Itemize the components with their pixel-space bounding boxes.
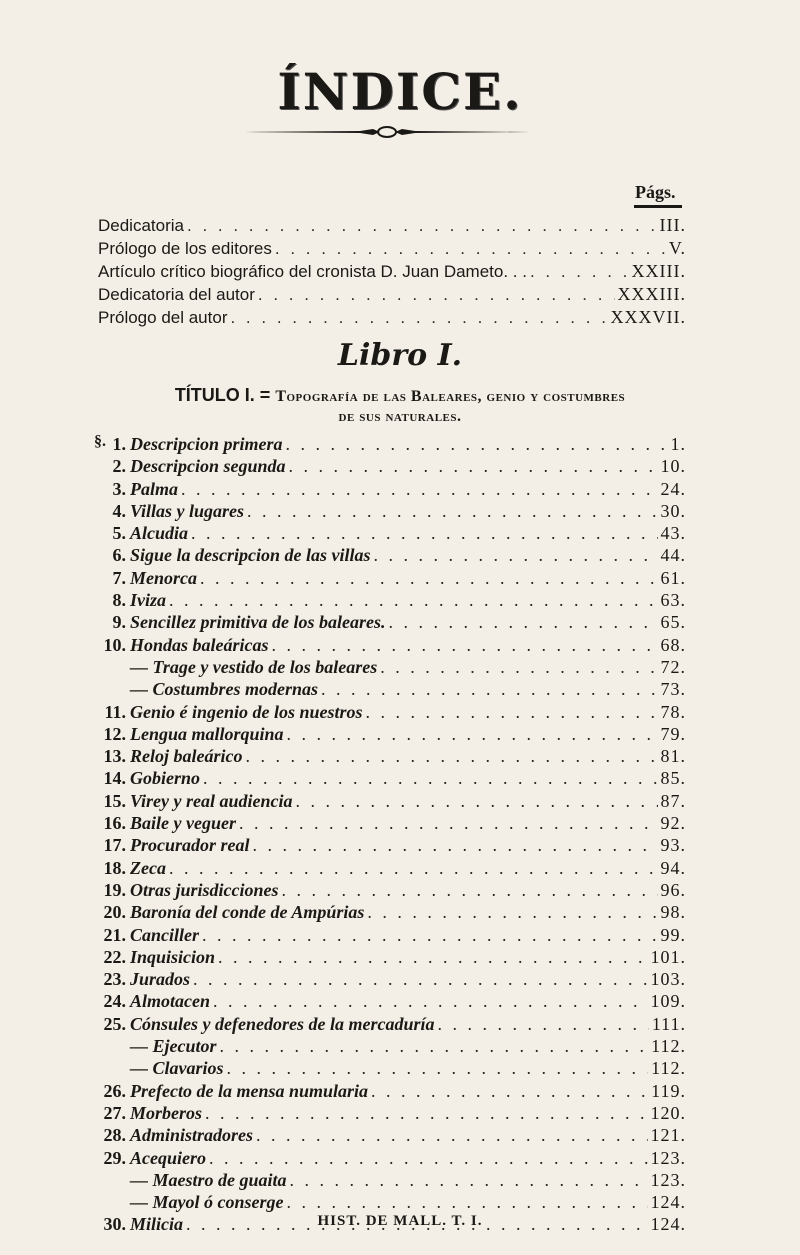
leader-dots xyxy=(286,1191,647,1213)
list-item xyxy=(96,812,686,834)
leader-dots xyxy=(290,1169,648,1191)
list-item xyxy=(96,767,686,789)
section-number: 4. xyxy=(112,500,126,521)
section-title: Iviza xyxy=(130,590,166,611)
list-item xyxy=(98,237,686,260)
section-number: 14. xyxy=(103,768,126,789)
section-title: Canciller xyxy=(130,924,200,945)
leader-dots xyxy=(374,544,658,566)
section-title: Morberos xyxy=(130,1102,203,1123)
section-title: Almotacen xyxy=(130,991,210,1012)
leader-dots xyxy=(256,1124,647,1146)
leader-dots xyxy=(286,433,668,455)
section-mark: §. xyxy=(94,433,106,450)
list-item xyxy=(96,745,686,767)
entry-page: III. xyxy=(659,215,686,235)
pages-column-header: Págs. xyxy=(635,182,676,202)
section-number: 24. xyxy=(103,991,126,1012)
section-title: Villas y lugares xyxy=(130,500,245,521)
list-item xyxy=(96,1013,686,1035)
leader-dots xyxy=(295,790,657,812)
leader-dots xyxy=(187,215,657,237)
list-item xyxy=(96,924,686,946)
section-title: — Ejecutor xyxy=(130,1036,217,1057)
section-page: 1. xyxy=(670,434,686,454)
list-item xyxy=(96,1169,686,1191)
section-number: 11. xyxy=(104,701,126,722)
section-number: 28. xyxy=(103,1125,126,1146)
list-item xyxy=(98,283,686,306)
list-item xyxy=(96,678,686,700)
section-title: Jurados xyxy=(130,969,191,990)
list-item xyxy=(96,611,686,633)
section-page: 61. xyxy=(660,567,686,588)
list-item xyxy=(98,306,686,329)
section-title: Sencillez primitiva de los baleares. xyxy=(130,612,386,633)
entry-page: XXXVII. xyxy=(610,307,686,327)
leader-dots xyxy=(200,567,658,589)
list-item xyxy=(96,701,686,723)
leader-dots xyxy=(220,1035,649,1057)
section-page: 81. xyxy=(660,746,686,767)
title-ornament xyxy=(245,124,530,140)
leader-dots xyxy=(230,307,607,329)
leader-dots xyxy=(287,723,658,745)
list-item xyxy=(96,522,686,544)
entry-label: Dedicatoria del autor xyxy=(98,285,255,304)
section-number: 16. xyxy=(103,813,126,834)
section-title: — Mayol ó conserge xyxy=(130,1192,284,1213)
section-number: 21. xyxy=(103,924,126,945)
section-number: 1. xyxy=(112,434,126,454)
section-number: 23. xyxy=(103,969,126,990)
section-title: Acequiero xyxy=(130,1147,206,1168)
section-title: Descripcion segunda xyxy=(130,456,286,477)
section-page: 121. xyxy=(650,1125,686,1146)
list-item xyxy=(96,1124,686,1146)
section-title: Gobierno xyxy=(130,768,201,789)
section-title: Procurador real xyxy=(130,835,250,856)
list-item xyxy=(96,834,686,856)
section-number: 9. xyxy=(112,612,126,633)
section-number: 29. xyxy=(103,1147,126,1168)
section-title: Palma xyxy=(130,478,178,499)
section-page: 120. xyxy=(650,1102,686,1123)
leader-dots xyxy=(218,946,647,968)
list-item xyxy=(98,214,686,237)
list-item xyxy=(96,1191,686,1213)
list-item xyxy=(96,1080,686,1102)
leader-dots xyxy=(380,656,657,678)
list-item xyxy=(96,455,686,477)
list-item xyxy=(96,478,686,500)
section-number: 5. xyxy=(112,523,126,544)
section-page: 85. xyxy=(660,768,686,789)
leader-dots xyxy=(169,857,658,879)
section-title: Baile y veguer xyxy=(130,813,236,834)
leader-dots xyxy=(209,1147,648,1169)
section-title: Lengua mallorquina xyxy=(130,723,284,744)
section-number: 20. xyxy=(103,902,126,923)
leader-dots xyxy=(193,968,647,990)
leader-dots xyxy=(388,611,657,633)
leader-dots xyxy=(205,1102,647,1124)
section-page: 68. xyxy=(660,634,686,655)
list-item xyxy=(96,1057,686,1079)
list-item xyxy=(96,634,686,656)
section-title: Cónsules y defenedores de la mercaduría xyxy=(130,1013,435,1034)
list-item xyxy=(96,544,686,566)
section-title: — Trage y vestido de los baleares xyxy=(130,656,378,677)
section-title: Genio é ingenio de los nuestros xyxy=(130,701,363,722)
leader-dots xyxy=(247,500,657,522)
section-page: 78. xyxy=(660,701,686,722)
front-matter-list xyxy=(98,214,686,329)
leader-dots xyxy=(253,834,658,856)
section-page: 94. xyxy=(660,857,686,878)
section-title: Inquisicion xyxy=(130,946,216,967)
section-page: 124. xyxy=(650,1214,686,1235)
leader-dots xyxy=(289,455,658,477)
section-title: Milicia xyxy=(130,1214,183,1235)
section-number: 12. xyxy=(103,723,126,744)
leader-dots xyxy=(239,812,658,834)
section-page: 30. xyxy=(660,500,686,521)
section-page: 72. xyxy=(660,656,686,677)
title-heading xyxy=(70,385,730,427)
section-page: 10. xyxy=(660,456,686,477)
leader-dots xyxy=(169,589,658,611)
section-page: 109. xyxy=(650,991,686,1012)
section-number: 8. xyxy=(112,590,126,611)
leader-dots xyxy=(245,745,657,767)
section-page: 96. xyxy=(660,879,686,900)
section-number: 27. xyxy=(103,1102,126,1123)
leader-dots xyxy=(321,678,657,700)
section-number: 13. xyxy=(103,746,126,767)
list-item xyxy=(96,589,686,611)
section-number: 25. xyxy=(103,1013,126,1034)
section-title: Reloj baleárico xyxy=(130,746,243,767)
section-number: 18. xyxy=(103,857,126,878)
section-page: 112. xyxy=(651,1036,686,1057)
section-page: 79. xyxy=(660,723,686,744)
leader-dots xyxy=(530,261,629,283)
section-page: 63. xyxy=(660,590,686,611)
section-title: Baronía del conde de Ampúrias xyxy=(130,902,365,923)
section-number: 15. xyxy=(103,790,126,811)
section-page: 99. xyxy=(660,924,686,945)
section-title: Zeca xyxy=(130,857,166,878)
entry-label: Artículo crítico biográfico del cronista D. Juan Dameto. . . xyxy=(98,262,527,281)
section-page: 93. xyxy=(660,835,686,856)
leader-dots xyxy=(272,634,658,656)
list-item xyxy=(96,879,686,901)
section-number: 3. xyxy=(112,478,126,499)
leader-dots xyxy=(202,924,657,946)
section-title: Menorca xyxy=(130,567,197,588)
leader-dots xyxy=(191,522,657,544)
section-number: 26. xyxy=(103,1080,126,1101)
section-title: Administradores xyxy=(130,1125,254,1146)
leader-dots xyxy=(367,901,657,923)
list-item xyxy=(96,656,686,678)
section-page: 124. xyxy=(650,1192,686,1213)
list-item xyxy=(96,857,686,879)
leader-dots xyxy=(366,701,658,723)
leader-dots xyxy=(203,767,657,789)
section-number: 17. xyxy=(103,835,126,856)
section-number: 10. xyxy=(103,634,126,655)
sections-list xyxy=(96,433,686,1236)
title-prefix: TÍTULO I. = xyxy=(174,385,276,405)
section-title: — Costumbres modernas xyxy=(130,679,319,700)
section-title: Prefecto de la mensa numularia xyxy=(130,1080,368,1101)
entry-label: Prólogo del autor xyxy=(98,308,228,327)
section-title: Otras jurisdicciones xyxy=(130,879,279,900)
list-item xyxy=(96,500,686,522)
section-page: 123. xyxy=(650,1169,686,1190)
section-page: 98. xyxy=(660,902,686,923)
list-item xyxy=(96,901,686,923)
entry-label: Prólogo de los editores xyxy=(98,239,272,258)
section-page: 112. xyxy=(651,1058,686,1079)
list-item xyxy=(96,1035,686,1057)
section-page: 103. xyxy=(650,969,686,990)
list-item xyxy=(96,1147,686,1169)
list-item xyxy=(96,1102,686,1124)
section-title: Alcudia xyxy=(130,523,189,544)
leader-dots xyxy=(371,1080,648,1102)
section-page: 73. xyxy=(660,679,686,700)
section-page: 65. xyxy=(660,612,686,633)
list-item xyxy=(96,990,686,1012)
section-title: Sigue la descripcion de las villas xyxy=(130,545,371,566)
section-page: 119. xyxy=(651,1080,686,1101)
section-title: — Maestro de guaita xyxy=(130,1169,287,1190)
section-page: 44. xyxy=(660,545,686,566)
book-heading: Libro I. xyxy=(337,338,463,373)
section-page: 92. xyxy=(660,813,686,834)
entry-page: XXXIII. xyxy=(617,284,686,304)
leader-dots xyxy=(258,284,615,306)
leader-dots xyxy=(275,238,666,260)
list-item xyxy=(96,433,686,455)
section-page: 101. xyxy=(650,946,686,967)
title-text-cont: de sus naturales. xyxy=(338,408,462,425)
section-number: 2. xyxy=(112,456,126,477)
entry-page: V. xyxy=(668,238,686,258)
leader-dots xyxy=(227,1057,649,1079)
section-page: 43. xyxy=(660,523,686,544)
entry-page: XXIII. xyxy=(631,261,686,281)
section-title: Hondas baleáricas xyxy=(130,634,269,655)
page-title: ÍNDICE. xyxy=(277,62,523,121)
section-number: 30. xyxy=(103,1214,126,1235)
footer-signature: HIST. DE MALL. T. I. xyxy=(317,1213,483,1229)
leader-dots xyxy=(181,478,658,500)
section-number: 6. xyxy=(112,545,126,566)
list-item xyxy=(96,567,686,589)
list-item xyxy=(96,790,686,812)
entry-label: Dedicatoria xyxy=(98,216,184,235)
leader-dots xyxy=(437,1013,648,1035)
section-number: 7. xyxy=(112,567,126,588)
title-text: Topografía de las Baleares, genio y costumbres xyxy=(275,388,626,405)
section-page: 24. xyxy=(660,478,686,499)
section-title: — Clavarios xyxy=(130,1058,224,1079)
section-page: 87. xyxy=(660,790,686,811)
section-page: 111. xyxy=(651,1013,686,1034)
leader-dots xyxy=(213,990,648,1012)
section-number: 19. xyxy=(103,879,126,900)
list-item xyxy=(96,723,686,745)
section-page: 123. xyxy=(650,1147,686,1168)
section-title: Virey y real audiencia xyxy=(130,790,293,811)
pages-header-rule xyxy=(634,205,682,208)
list-item xyxy=(98,260,686,283)
section-title: Descripcion primera xyxy=(130,434,283,454)
section-number: 22. xyxy=(103,946,126,967)
list-item xyxy=(96,968,686,990)
leader-dots xyxy=(282,879,658,901)
list-item xyxy=(96,946,686,968)
